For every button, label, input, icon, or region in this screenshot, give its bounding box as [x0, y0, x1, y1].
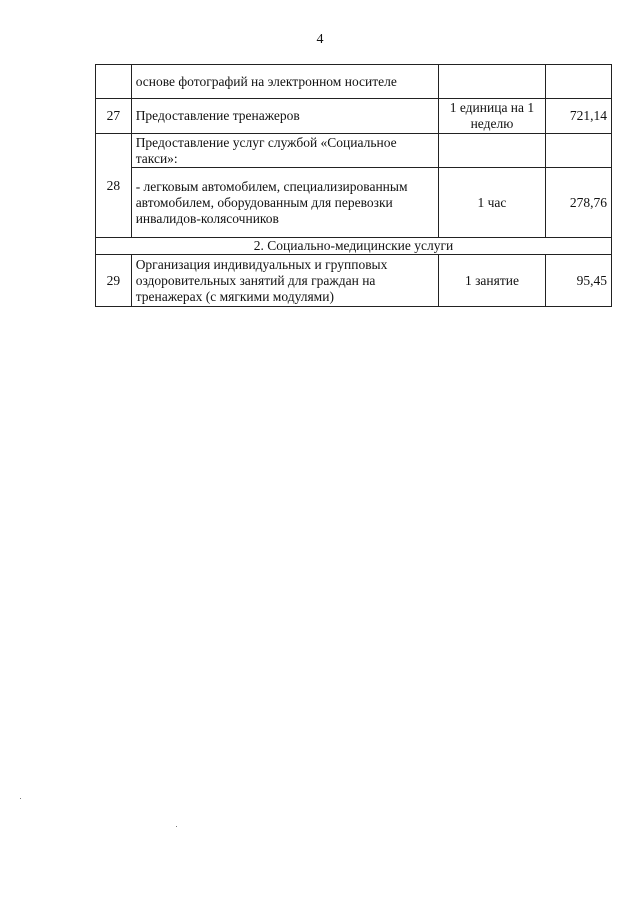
section-title: 2. Социально-медицинские услуги: [96, 238, 612, 255]
unit-cell: 1 единица на 1 неделю: [438, 99, 545, 134]
page-number: 4: [316, 32, 324, 47]
table-row: [96, 255, 612, 307]
price-cell: 278,76: [546, 168, 612, 238]
unit-cell: 1 занятие: [438, 255, 545, 307]
service-group-header-cell: Предоставление услуг службой «Социальное такси»:: [131, 134, 438, 168]
section-header-row: [96, 238, 612, 255]
price-cell: [546, 65, 612, 99]
table-row: [96, 168, 612, 238]
table-row: [96, 99, 612, 134]
price-cell: 95,45: [546, 255, 612, 307]
row-number-cell: 28: [96, 134, 132, 238]
row-number-cell: 27: [96, 99, 132, 134]
unit-cell-empty: [438, 134, 545, 168]
row-number-cell: [96, 65, 132, 99]
service-name-cell: Организация индивидуальных и групповых оздоровительных занятий для граждан на тренажерах (с мягкими модулями): [131, 255, 438, 307]
scan-speck: [176, 826, 177, 827]
row-number-cell: 29: [96, 255, 132, 307]
unit-cell: 1 час: [438, 168, 545, 238]
table-row: [96, 134, 612, 168]
price-cell: 721,14: [546, 99, 612, 134]
unit-cell: [438, 65, 545, 99]
scan-speck: [20, 798, 21, 799]
service-name-cell: - легковым автомобилем, специализированным автомобилем, оборудованным для перевозки инвалидов-колясочников: [131, 168, 438, 238]
price-cell-empty: [546, 134, 612, 168]
services-price-table: [95, 64, 612, 307]
table-row: [96, 65, 612, 99]
service-name-cell: Предоставление тренажеров: [131, 99, 438, 134]
service-name-cell: основе фотографий на электронном носителе: [131, 65, 438, 99]
